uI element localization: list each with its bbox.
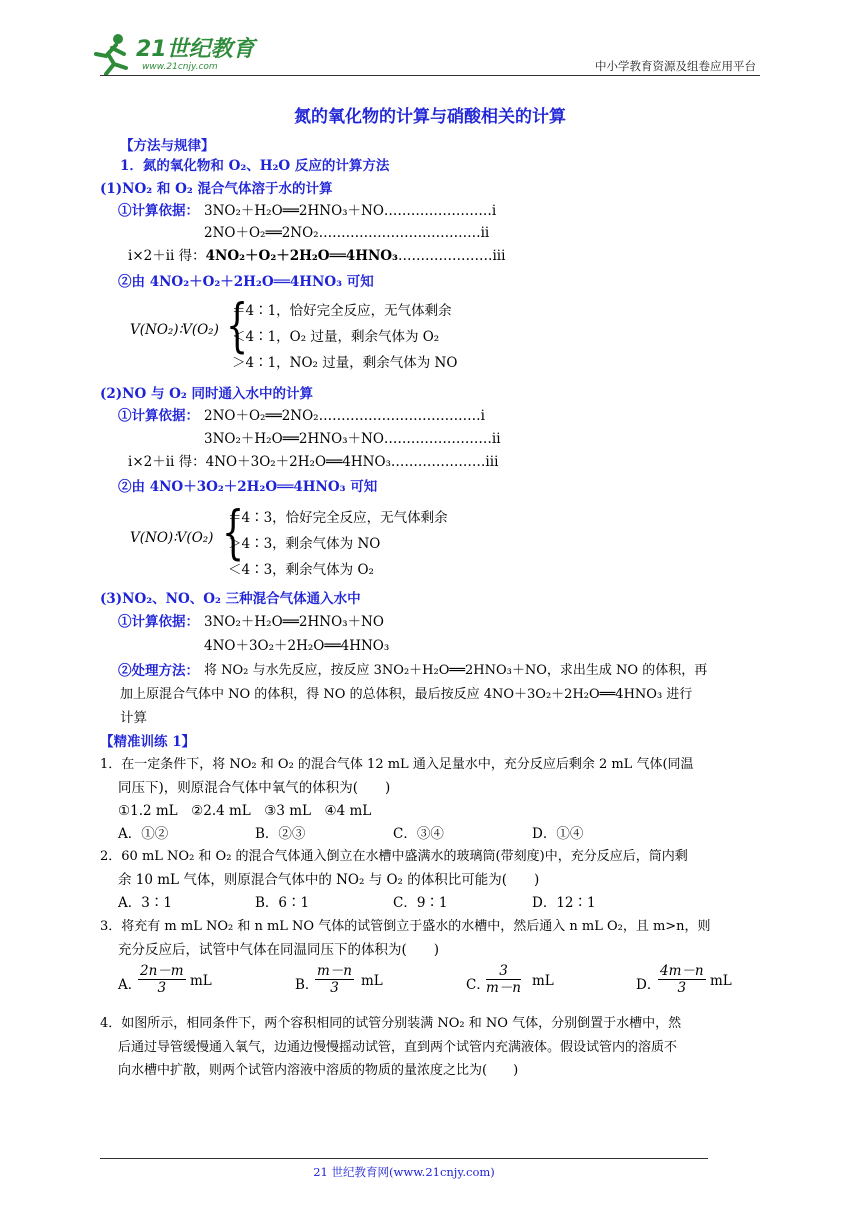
- part1-ratio-label: V(NO₂)∶V(O₂): [130, 322, 219, 338]
- q3-line-2: 充分反应后，试管中气体在同温同压下的体积为( ): [118, 942, 440, 958]
- q1-option-a[interactable]: A．①②: [118, 826, 169, 842]
- q3-option-d-fraction: [658, 963, 706, 996]
- part1-heading: (1)NO₂ 和 O₂ 混合气体溶于水的计算: [100, 181, 333, 197]
- site-logo: [92, 30, 272, 80]
- q3-option-d-den: 3: [677, 980, 687, 996]
- part2-ratio-label: V(NO)∶V(O₂): [130, 530, 214, 546]
- header-divider: [100, 75, 760, 76]
- q1-option-d[interactable]: D．①④: [532, 826, 584, 842]
- part2-basis-label: ①计算依据：: [118, 408, 199, 424]
- q3-option-a-unit: mL: [190, 973, 212, 989]
- part1-know: ②由 4NO₂＋O₂＋2H₂O══4HNO₃ 可知: [118, 274, 374, 290]
- q3-option-d-num: 4m－n: [660, 963, 704, 979]
- q3-option-b-unit: mL: [361, 973, 383, 989]
- q4-line-3: 向水槽中扩散，则两个试管内溶液中溶质的物质的量浓度之比为( ): [118, 1063, 519, 1078]
- part3-method-label: ②处理方法：: [118, 663, 199, 679]
- q3-option-b-fraction: [315, 963, 354, 996]
- q3-option-c-num: 3: [486, 963, 521, 980]
- q3-option-a-letter: A．: [118, 977, 142, 993]
- logo-text: 21世纪教育: [136, 37, 255, 62]
- part3-method-line-2: 加上原混合气体中 NO 的体积，得 NO 的总体积，最后按反应 4NO＋3O₂＋2H₂O══4HNO₃ 进行: [120, 687, 693, 702]
- q3-option-c[interactable]: [466, 963, 596, 1003]
- q3-line-1: 3．将充有 m mL NO₂ 和 n mL NO 气体的试管倒立于盛水的水槽中，然后通入 n mL O₂，且 m>n，则: [100, 919, 711, 934]
- part1-case-1: ＝4∶1，恰好完全反应，无气体剩余: [232, 303, 452, 319]
- q2-line-1: 2．60 mL NO₂ 和 O₂ 的混合气体通入倒立在水槽中盛满水的玻璃筒(带刻度)中，充分反应后，筒内剩: [100, 849, 688, 864]
- part1-basis-label: ①计算依据：: [118, 203, 199, 219]
- q3-option-c-fraction: [486, 963, 521, 996]
- part2-heading: (2)NO 与 O₂ 同时通入水中的计算: [100, 386, 314, 402]
- logo-url: www.21cnjy.com: [142, 62, 218, 72]
- footer-text[interactable]: 21 世纪教育网(www.21cnjy.com): [313, 1165, 495, 1179]
- part3-heading: (3)NO₂、NO、O₂ 三种混合气体通入水中: [100, 591, 361, 607]
- part3-method-line-1: 将 NO₂ 与水先反应，按反应 3NO₂＋H₂O══2HNO₃＋NO，求出生成 NO 的体积，再: [204, 663, 708, 678]
- part1-brace: {: [226, 291, 249, 359]
- q1-option-b[interactable]: B．②③: [255, 826, 306, 842]
- q2-option-c[interactable]: C．9∶1: [393, 895, 448, 911]
- q3-option-a[interactable]: [118, 963, 248, 1003]
- section-method: 【方法与规律】: [120, 138, 215, 154]
- q3-option-d-letter: D．: [636, 977, 661, 993]
- q1-line-1: 1．在一定条件下，将 NO₂ 和 O₂ 的混合气体 12 mL 通入足量水中，充分反应后剩余 2 mL 气体(同温: [100, 757, 694, 772]
- header-right-text: 中小学教育资源及组卷应用平台: [595, 59, 756, 73]
- part1-eq-iii: 4NO₂＋O₂＋2H₂O══4HNO₃: [205, 248, 398, 264]
- q2-option-a[interactable]: A．3∶1: [118, 895, 172, 911]
- section-train: 【精准训练 1】: [100, 734, 196, 750]
- part1-eq-iii-dots: …………………iii: [397, 248, 506, 264]
- part2-eq-ii: 3NO₂＋H₂O══2HNO₃＋NO……………………ii: [204, 431, 501, 447]
- part2-combine: i×2＋ii 得：4NO＋3O₂＋2H₂O══4HNO₃…………………iii: [128, 454, 499, 470]
- q1-option-c[interactable]: C．③④: [393, 826, 444, 842]
- part3-eq-i: 3NO₂＋H₂O══2HNO₃＋NO: [204, 614, 384, 630]
- q2-option-d[interactable]: D．12∶1: [532, 895, 596, 911]
- q3-option-b-num: m－n: [317, 963, 352, 979]
- part1-eq-ii: 2NO＋O₂══2NO₂………………………………ii: [204, 225, 490, 241]
- part2-case-3: ＜4∶3，剩余气体为 O₂: [228, 562, 374, 578]
- page-title: 氮的氧化物的计算与硝酸相关的计算: [294, 107, 566, 127]
- part2-know: ②由 4NO＋3O₂＋2H₂O══4HNO₃ 可知: [118, 479, 378, 495]
- part3-eq-ii: 4NO＋3O₂＋2H₂O══4HNO₃: [204, 638, 390, 654]
- q3-option-c-den: m－n: [486, 980, 521, 996]
- runner-icon: [92, 32, 132, 76]
- q1-items: ①1.2 mL ②2.4 mL ③3 mL ④4 mL: [118, 803, 372, 819]
- q3-option-b-letter: B．: [295, 977, 319, 993]
- q3-option-a-den: 3: [157, 980, 167, 996]
- q3-option-d[interactable]: [636, 963, 766, 1003]
- q4-line-2: 后通过导管缓慢通入氧气，边通边慢慢摇动试管，直到两个试管内充满液体。假设试管内的溶质不: [118, 1040, 678, 1055]
- part1-eq-i: 3NO₂＋H₂O══2HNO₃＋NO……………………i: [204, 203, 497, 219]
- q2-line-2: 余 10 mL 气体，则原混合气体中的 NO₂ 与 O₂ 的体积比可能为( ): [118, 872, 540, 888]
- q3-option-d-unit: mL: [710, 973, 732, 989]
- part2-eq-i: 2NO＋O₂══2NO₂………………………………i: [204, 408, 485, 424]
- q1-line-2: 同压下)，则原混合气体中氧气的体积为( ): [118, 780, 391, 796]
- part1-combine-prefix: i×2＋ii 得：: [128, 248, 206, 264]
- part2-brace: {: [222, 498, 245, 566]
- q3-option-c-letter: C．: [466, 977, 490, 993]
- part2-case-2: ＞4∶3，剩余气体为 NO: [228, 536, 381, 552]
- part1-case-2: ＜4∶1，O₂ 过量，剩余气体为 O₂: [232, 329, 440, 345]
- part1-case-3: ＞4∶1，NO₂ 过量，剩余气体为 NO: [232, 355, 458, 371]
- part1-combine: [128, 244, 505, 264]
- part3-method-line-3: 计算: [120, 710, 147, 726]
- q3-option-a-fraction: [138, 963, 186, 996]
- q3-option-b[interactable]: [295, 963, 425, 1003]
- q3-option-b-den: 3: [330, 980, 339, 996]
- q4-line-1: 4．如图所示，相同条件下，两个容积相同的试管分别装满 NO₂ 和 NO 气体，分别倒置于水槽中，然: [100, 1016, 682, 1031]
- q3-option-c-unit: mL: [532, 973, 554, 989]
- heading-1: 1．氮的氧化物和 O₂、H₂O 反应的计算方法: [120, 158, 390, 174]
- q3-option-a-num: 2n－m: [140, 963, 184, 979]
- part3-basis-label: ①计算依据：: [118, 614, 199, 630]
- q2-option-b[interactable]: B．6∶1: [255, 895, 310, 911]
- footer-divider: [100, 1158, 708, 1159]
- part2-case-1: ＝4∶3，恰好完全反应，无气体剩余: [228, 510, 448, 526]
